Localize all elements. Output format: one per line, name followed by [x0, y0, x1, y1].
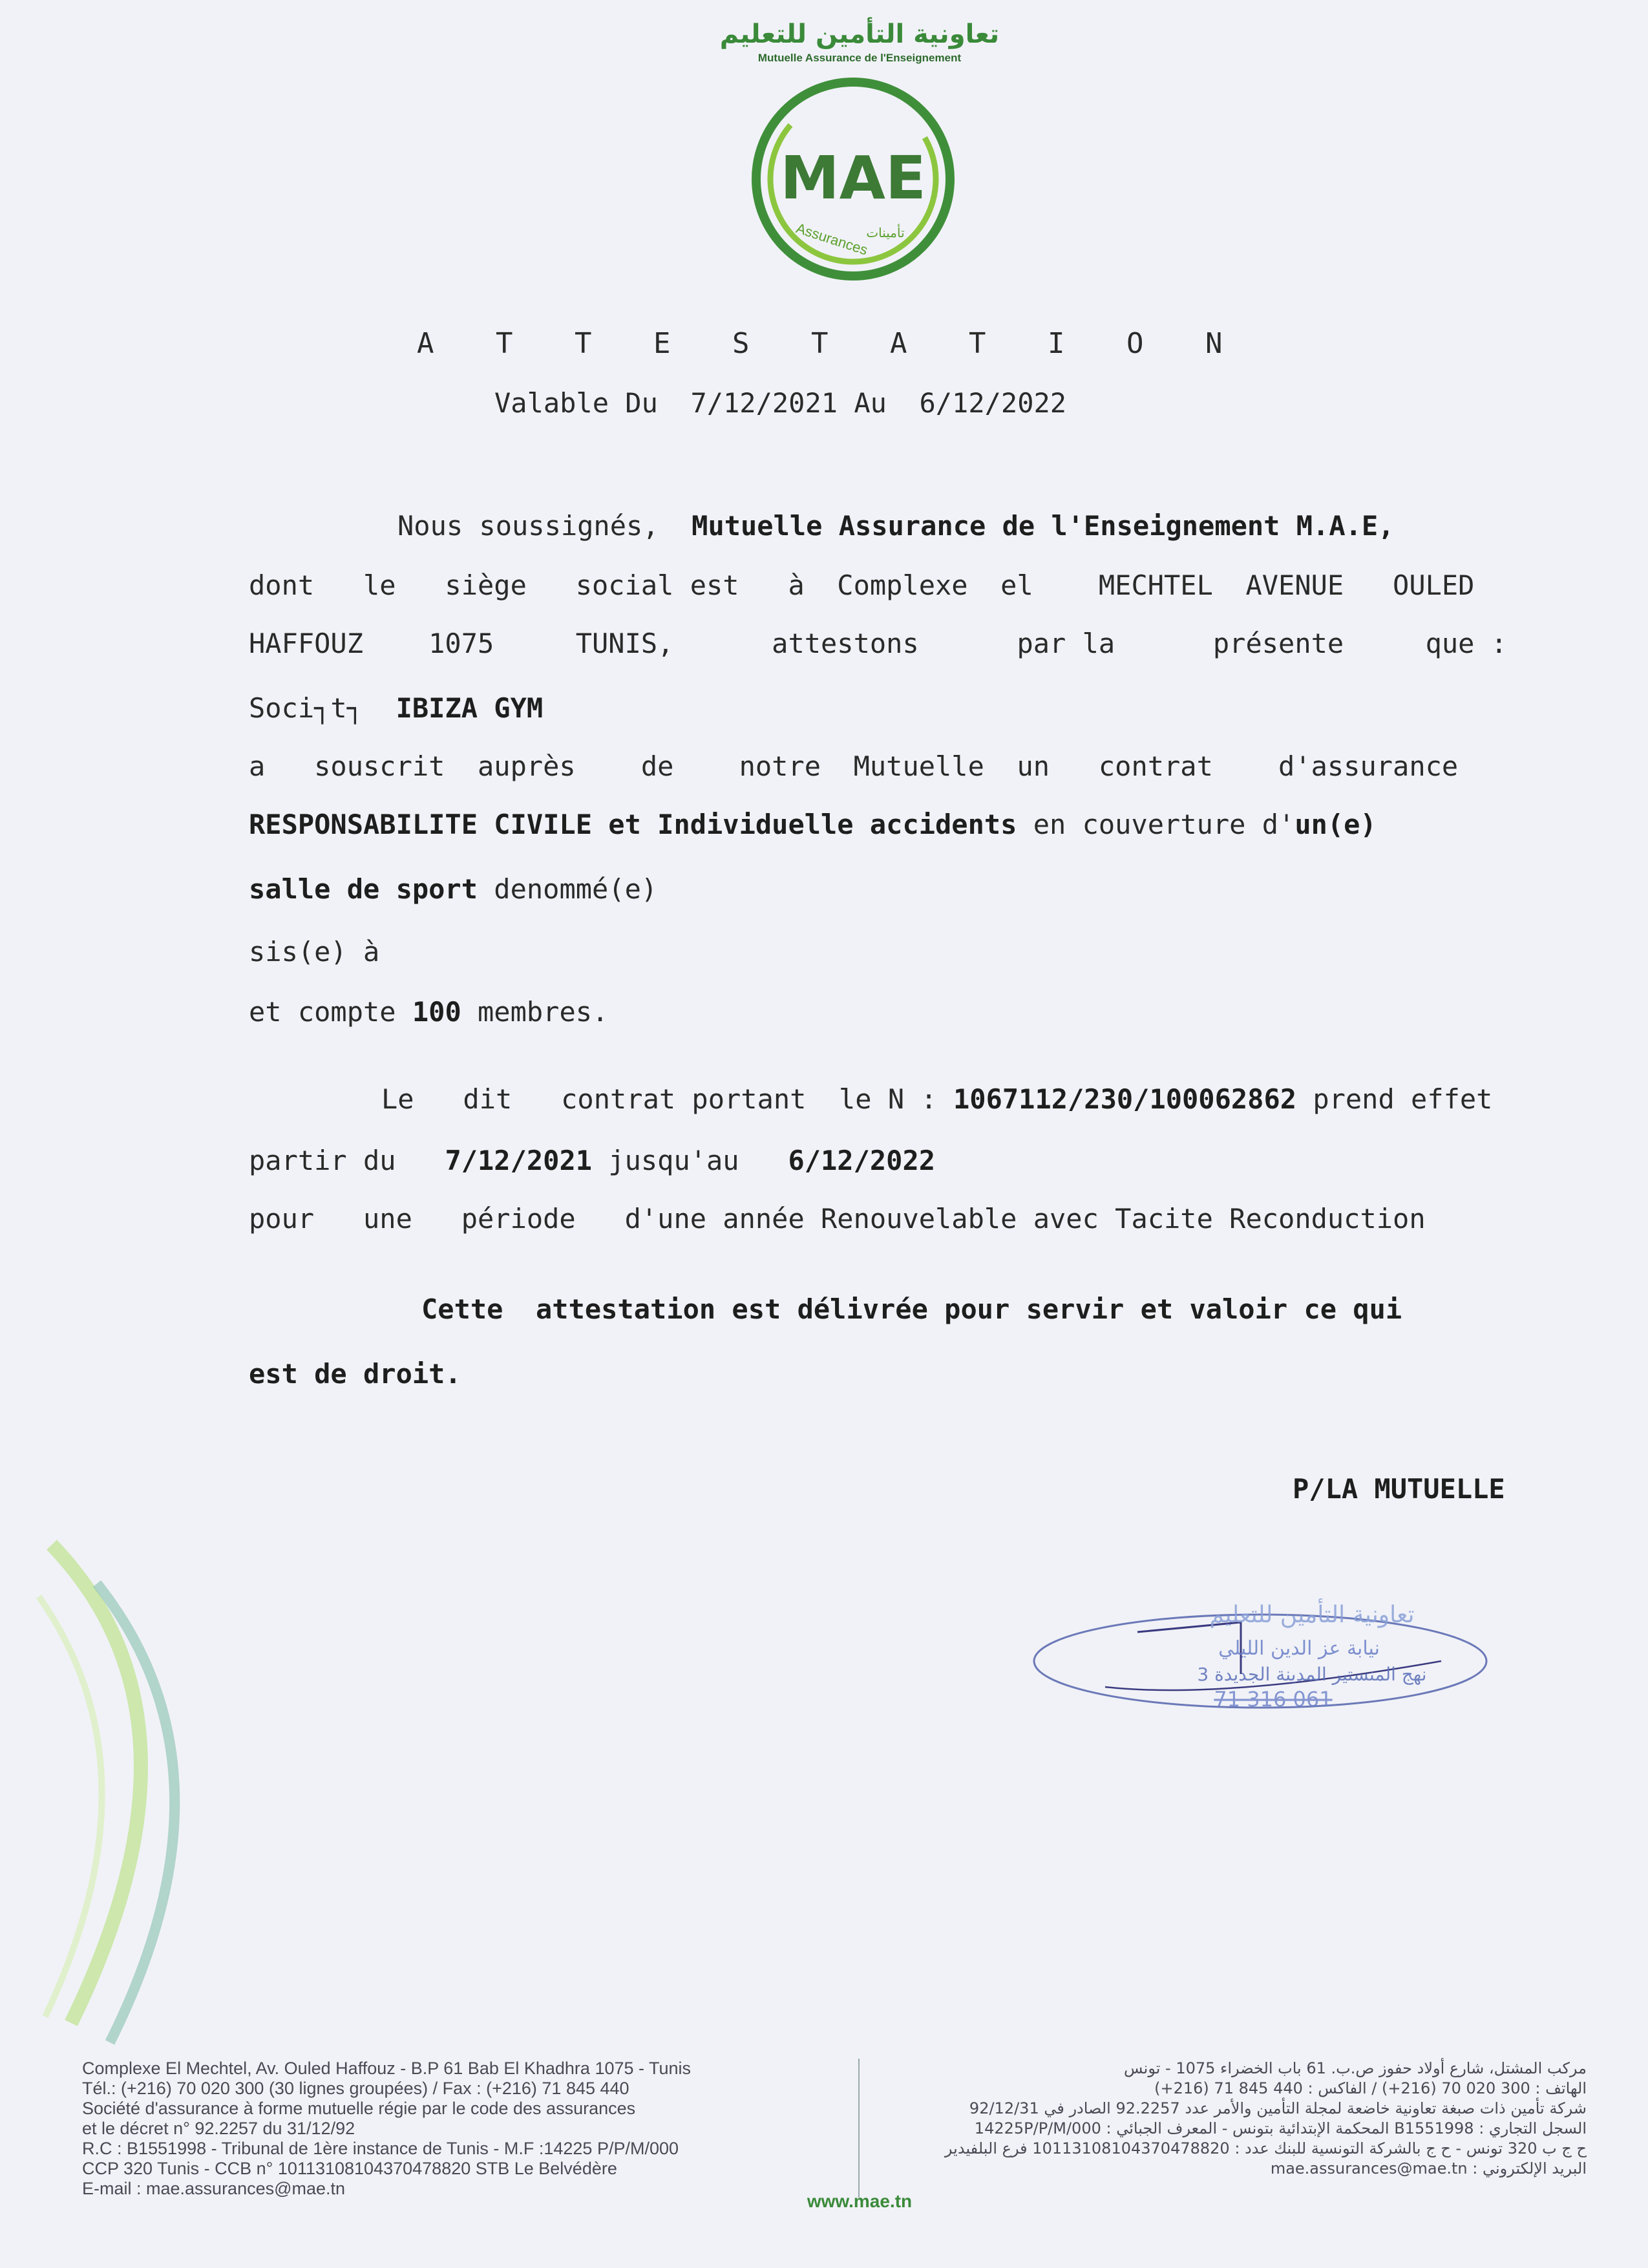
footer-left: Complexe El Mechtel, Av. Ouled Haffouz - B.P 61 Bab El Khadhra 1075 - Tunis Tél.: (+216) 70 020 300 (30 lignes groupées) / Fax : (+216) 71 845 440 Société d'assurance à forme mutuelle régie par le code des assurances et le décret n° 92.2257 du 31/12/92 R.C : B1551998 - Tribunal de 1ère instance de Tunis - M.F :14225 P/P/M/000 CCP 320 Tunis - CCB n° 10113108104370478820 STB Le Belvédère E-mail : mae.assurances@mae.tn [82, 2059, 692, 2198]
footer-divider [858, 2059, 860, 2198]
validity-line: Valable Du 7/12/2021 Au 6/12/2022 [494, 387, 1067, 419]
p1-line-3: HAFFOUZ 1075 TUNIS, attestons par la présente que : [249, 628, 1508, 659]
org-name-arabic: تعاونية التأمين للتعليم [719, 19, 1000, 49]
p1-line-1: Nous soussignés, Mutuelle Assurance de l'Enseignement M.A.E, [397, 510, 1395, 542]
attestation-title: A T T E S T A T I O N [417, 327, 1223, 360]
stamp [1028, 1584, 1493, 1732]
p1-line-9: et compte 100 membres. [249, 996, 609, 1028]
contract-number: 1067112/230/100062862 [953, 1083, 1297, 1115]
valid-to: 6/12/2022 [919, 387, 1067, 419]
decorative-arcs [0, 1525, 233, 2055]
logo-sub-ar: تأمينات [866, 225, 905, 240]
signature-label: P/LA MUTUELLE [1293, 1473, 1505, 1505]
p3-line-1: Cette attestation est délivrée pour servir et valoir ce qui [421, 1293, 1402, 1325]
p3-line-2: est de droit. [249, 1358, 461, 1390]
p2-line-1: Le dit contrat portant le N : 1067112/230/100062862 prend effet [381, 1083, 1493, 1115]
p1-line-6: RESPONSABILITE CIVILE et Individuelle accidents en couverture d'un(e) [249, 809, 1377, 840]
logo-sub-fr: Assurances [794, 220, 870, 259]
stamp-line-1: تعاونية التأمين للتعليم [1209, 1602, 1415, 1628]
p2-line-2: partir du 7/12/2021 jusqu'au 6/12/2022 [249, 1145, 936, 1176]
p1-line-5: a souscrit auprès de notre Mutuelle un contrat d'assurance [249, 750, 1459, 782]
company-name: IBIZA GYM [396, 692, 544, 724]
stamp-phone: 71 316 061 [1214, 1687, 1333, 1712]
p1-line-4: Soci┐t┐ IBIZA GYM [249, 692, 544, 724]
stamp-line-3: نهج المنستير المدينة الجديدة 3 [1197, 1664, 1427, 1685]
stamp-line-2: نيابة عز الدين الليلي [1218, 1637, 1380, 1660]
org-name-french: Mutuelle Assurance de l'Enseignement [757, 52, 962, 64]
p2-line-3: pour une période d'une année Renouvelable avec Tacite Reconduction [249, 1203, 1426, 1235]
p1-line-7: salle de sport denommé(e) [249, 873, 658, 905]
logo-text: MAE [780, 143, 926, 213]
p1-line-8: sis(e) à [249, 936, 380, 968]
valid-from: 7/12/2021 [690, 387, 838, 419]
mae-logo [746, 74, 960, 284]
p1-line-2: dont le siège social est à Complexe el MECHTEL AVENUE OULED [249, 569, 1475, 601]
footer-right: مركب المشتل، شارع أولاد حفوز ص.ب. 61 باب الخضراء 1075 - تونس الهاتف : 300 020 70 (216+) / الفاكس : 440 845 71 (216+) شركة تأمين ذات صبغة تعاونية خاضعة لمجلة التأمين والأمر عدد 92.2257 الصادر في 92/12/31 السجل التجاري : B1551998 المحكمة الإبتدائية بتونس - المعرف الجبائي : 14225P/P/M/000 ح ج ب 320 تونس - ح ج بالشركة التونسية للبنك عدد : 10113108104370478820 فرع البلفيدير البريد الإلكتروني : mae.assurances@mae.tn [944, 2059, 1587, 2178]
website-link[interactable]: www.mae.tn [807, 2191, 913, 2211]
